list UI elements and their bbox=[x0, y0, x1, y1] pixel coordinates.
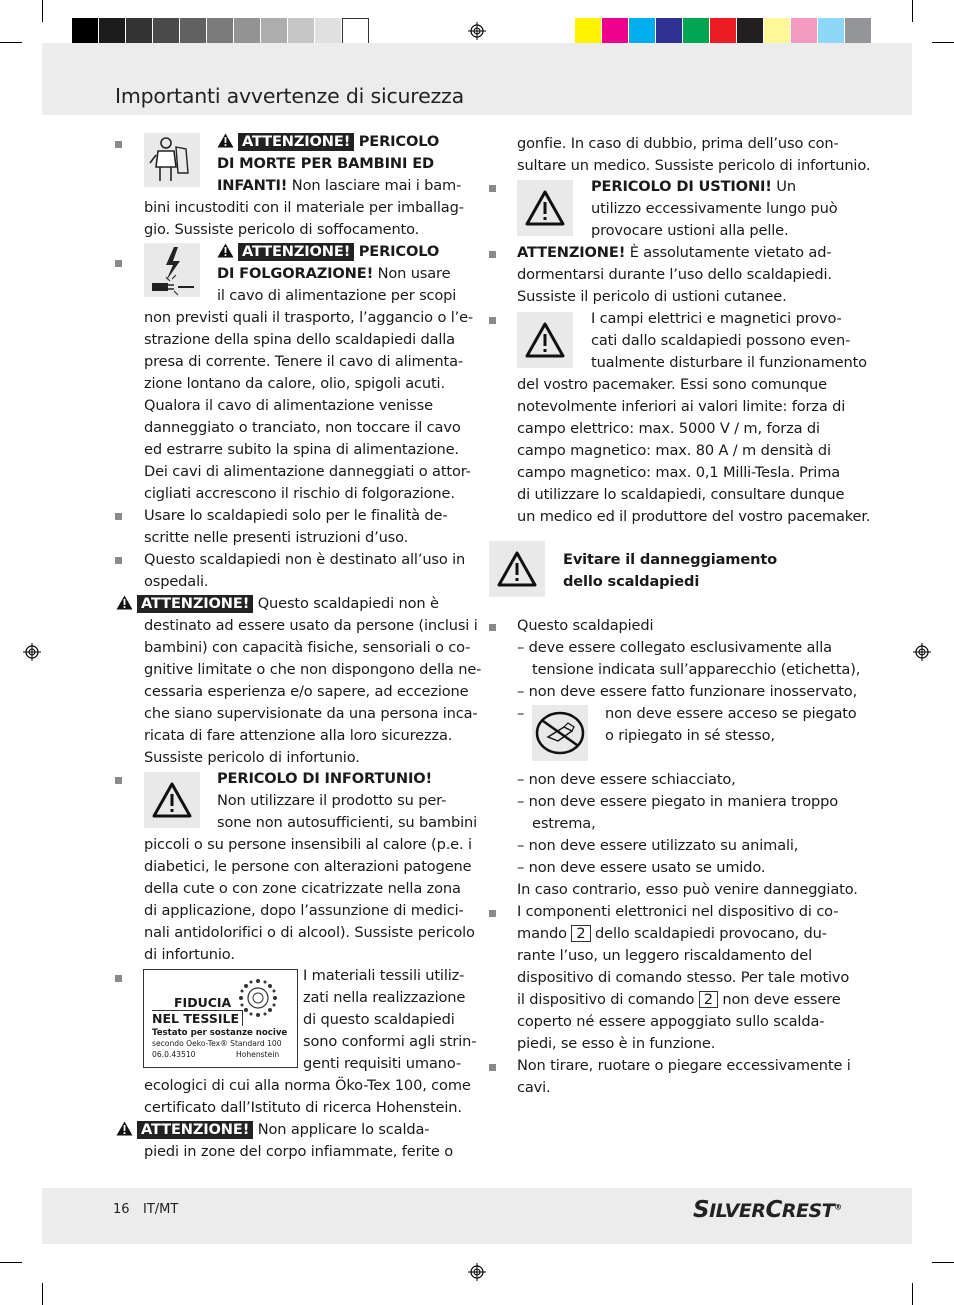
bullet-marker bbox=[489, 251, 496, 258]
no-folding-icon bbox=[532, 705, 588, 761]
color-swatch bbox=[629, 18, 656, 46]
text-line: dormentarsi durante l’uso dello scaldapiedi. bbox=[517, 266, 832, 283]
text-line: ATTENZIONE! PERICOLO bbox=[217, 241, 439, 263]
crop-mark bbox=[42, 0, 43, 22]
no-folding-pictogram bbox=[532, 705, 588, 761]
reference-number-box: 2 bbox=[699, 991, 718, 1008]
warning-triangle-icon bbox=[116, 595, 133, 610]
list-item: o ripiegato in sé stesso, bbox=[605, 727, 775, 744]
text-line: nali antidolorifici o di alcool). Sussiste pericolo bbox=[144, 924, 475, 941]
text-line: sone non autosufficienti, su bambini bbox=[217, 814, 477, 831]
text-line: ATTENZIONE! Questo scaldapiedi non è bbox=[116, 593, 439, 615]
text-line: Usare lo scaldapiedi solo per le finalità de- bbox=[144, 507, 448, 524]
color-swatch bbox=[845, 18, 872, 46]
electric-shock-pictogram bbox=[144, 243, 200, 297]
bullet-marker bbox=[489, 317, 496, 324]
bullet-marker bbox=[115, 141, 122, 148]
bullet-marker bbox=[115, 557, 122, 564]
text-line: ricata di fare attenzione alla loro sicurezza. bbox=[144, 727, 453, 744]
text-line: danneggiato o tranciato, non toccare il cavo bbox=[144, 419, 461, 436]
color-swatch bbox=[710, 18, 737, 46]
text-line: bambini) con capacità fisiche, sensoriali o co- bbox=[144, 639, 471, 656]
text-line: DI FOLGORAZIONE! Non usare bbox=[217, 265, 451, 282]
text-line: bini incustoditi con il materiale per imballag- bbox=[144, 199, 464, 216]
oeko-code: 06.0.43510 bbox=[152, 1050, 196, 1059]
text-line: un medico ed il produttore del vostro pacemaker. bbox=[517, 508, 871, 525]
warning-triangle-icon bbox=[517, 312, 573, 368]
text-line: sultare un medico. Sussiste pericolo di infortunio. bbox=[517, 157, 871, 174]
child-hazard-pictogram bbox=[144, 133, 200, 187]
grayscale-swatch bbox=[342, 18, 369, 46]
oeko-line-3: Testato per sostanze nocive bbox=[152, 1028, 288, 1038]
text-line: Dei cavi di alimentazione danneggiati o attor- bbox=[144, 463, 471, 480]
lightning-plug-icon bbox=[144, 243, 200, 297]
text-line: I componenti elettronici nel dispositivo di co- bbox=[517, 903, 839, 920]
crop-mark bbox=[932, 42, 954, 43]
grayscale-swatch bbox=[315, 18, 342, 46]
text-line: piedi in zone del corpo infiammate, ferite o bbox=[144, 1143, 454, 1160]
warning-triangle-icon bbox=[217, 243, 234, 258]
text-line: dispositivo di comando stesso. Per tale motivo bbox=[517, 969, 850, 986]
text-line: sono conformi agli strin- bbox=[303, 1033, 477, 1050]
list-item: non deve essere acceso se piegato bbox=[605, 705, 857, 722]
color-swatch bbox=[791, 18, 818, 46]
attenzione-badge: ATTENZIONE! bbox=[238, 243, 354, 261]
grayscale-swatch bbox=[99, 18, 126, 46]
text-line: ospedali. bbox=[144, 573, 209, 590]
list-item: – non deve essere usato se umido. bbox=[517, 859, 766, 876]
page-title: Importanti avvertenze di sicurezza bbox=[115, 84, 464, 108]
text-line: piedi, se esso è in funzione. bbox=[517, 1035, 716, 1052]
text-line: cigliati accrescono il rischio di folgorazione. bbox=[144, 485, 455, 502]
bullet-marker bbox=[489, 185, 496, 192]
text-line: di questo scaldapiedi bbox=[303, 1011, 455, 1028]
crop-mark bbox=[0, 42, 22, 43]
warning-triangle-icon bbox=[144, 772, 200, 828]
list-item: – non deve essere utilizzato su animali, bbox=[517, 837, 799, 854]
language-code: IT/MT bbox=[143, 1202, 179, 1217]
text-line: campo magnetico: max. 80 A / m densità di bbox=[517, 442, 831, 459]
section-warning-pictogram bbox=[489, 541, 545, 597]
reference-number-box: 2 bbox=[571, 925, 590, 942]
text-line: utilizzo eccessivamente lungo può bbox=[591, 200, 838, 217]
text-line: ecologici di cui alla norma Öko-Tex 100, come bbox=[144, 1077, 471, 1094]
warning-triangle-icon bbox=[489, 541, 545, 597]
crop-mark bbox=[932, 1262, 954, 1263]
grayscale-swatch bbox=[180, 18, 207, 46]
bullet-marker bbox=[115, 513, 122, 520]
text-line: del vostro pacemaker. Essi sono comunque bbox=[517, 376, 827, 393]
attenzione-badge: ATTENZIONE! bbox=[137, 595, 253, 613]
list-item: – non deve essere piegato in maniera troppo bbox=[517, 793, 839, 810]
warning-triangle-icon bbox=[116, 1121, 133, 1136]
color-swatch bbox=[656, 18, 683, 46]
list-item: – non deve essere fatto funzionare inosservato, bbox=[517, 683, 858, 700]
child-with-bag-icon bbox=[144, 133, 200, 187]
crop-mark bbox=[912, 0, 913, 22]
text-line: I campi elettrici e magnetici provo- bbox=[591, 310, 842, 327]
grayscale-swatch bbox=[126, 18, 153, 46]
list-item-dash: – bbox=[517, 705, 525, 722]
list-item: – deve essere collegato esclusivamente alla bbox=[517, 639, 832, 656]
text-line: di applicazione, dopo l’assunzione di medici- bbox=[144, 902, 464, 919]
oeko-line-4: secondo Oeko-Tex® Standard 100 bbox=[152, 1039, 282, 1048]
bullet-marker bbox=[115, 260, 122, 267]
color-calibration-strip bbox=[575, 18, 872, 46]
text-line: Questo scaldapiedi non è destinato all’uso in bbox=[144, 551, 466, 568]
registration-mark-icon bbox=[23, 643, 41, 661]
grayscale-swatch bbox=[207, 18, 234, 46]
text-line: zati nella realizzazione bbox=[303, 989, 466, 1006]
attenzione-badge: ATTENZIONE! bbox=[137, 1121, 253, 1139]
grayscale-calibration-strip bbox=[72, 18, 369, 46]
text-line: non previsti quali il trasporto, l’aggancio o l’e- bbox=[144, 309, 474, 326]
text-line: della cute o con zone cicatrizzate nella zona bbox=[144, 880, 461, 897]
text-line: INFANTI! Non lasciare mai i bam- bbox=[217, 177, 462, 194]
general-warning-pictogram bbox=[144, 772, 200, 828]
text-line: ATTENZIONE! Non applicare lo scalda- bbox=[116, 1119, 429, 1141]
text-line: genti requisiti umano- bbox=[303, 1055, 462, 1072]
warning-triangle-icon bbox=[217, 133, 234, 148]
bullet-marker bbox=[489, 1064, 496, 1071]
warning-triangle-icon bbox=[517, 180, 573, 236]
text-line: notevolmente inferiori ai valori limite: forza di bbox=[517, 398, 846, 415]
color-swatch bbox=[737, 18, 764, 46]
text-line: tualmente disturbare il funzionamento bbox=[591, 354, 867, 371]
text-line: zione lontano da calore, olio, spigoli acuti. bbox=[144, 375, 445, 392]
color-swatch bbox=[764, 18, 791, 46]
text-line: che siano supervisionate da una persona inca- bbox=[144, 705, 478, 722]
text-line: cessaria esperienza e/o sapere, ad eccezione bbox=[144, 683, 469, 700]
text-line: In caso contrario, esso può venire danneggiato. bbox=[517, 881, 858, 898]
text-line: ATTENZIONE! PERICOLO bbox=[217, 131, 439, 153]
grayscale-swatch bbox=[72, 18, 99, 46]
oeko-line-1: FIDUCIA bbox=[174, 995, 232, 1010]
text-line: I materiali tessili utiliz- bbox=[303, 967, 465, 984]
bullet-marker bbox=[489, 624, 496, 631]
text-line: PERICOLO DI USTIONI! Un bbox=[591, 178, 796, 195]
registration-mark-icon bbox=[913, 643, 931, 661]
text-line: coperto né essere appoggiato sullo scalda- bbox=[517, 1013, 825, 1030]
crop-mark bbox=[0, 1262, 22, 1263]
oeko-line-2: NEL TESSILE bbox=[152, 1010, 243, 1026]
text-line: il cavo di alimentazione per scopi bbox=[217, 287, 457, 304]
list-item: – non deve essere schiacciato, bbox=[517, 771, 736, 788]
crop-mark bbox=[912, 1283, 913, 1305]
text-line: campo magnetico: max. 0,1 Milli-Tesla. Prima bbox=[517, 464, 841, 481]
registration-mark-icon bbox=[468, 22, 486, 40]
text-line: campo elettrico: max. 5000 V / m, forza di bbox=[517, 420, 820, 437]
silvercrest-logo: SILVERCREST® bbox=[693, 1197, 842, 1223]
text-line: Sussiste il pericolo di ustioni cutanee. bbox=[517, 288, 787, 305]
section-heading: Evitare il danneggiamento bbox=[563, 551, 778, 568]
text-line: Questo scaldapiedi bbox=[517, 617, 654, 634]
section-heading: dello scaldapiedi bbox=[563, 573, 700, 590]
text-line: Non utilizzare il prodotto su per- bbox=[217, 792, 447, 809]
text-line: presa di corrente. Tenere il cavo di alimenta- bbox=[144, 353, 463, 370]
text-line: destinato ad essere usato da persone (inclusi i bbox=[144, 617, 478, 634]
text-line: gio. Sussiste pericolo di soffocamento. bbox=[144, 221, 420, 238]
text-line: DI MORTE PER BAMBINI ED bbox=[217, 155, 434, 172]
text-line: PERICOLO DI INFORTUNIO! bbox=[217, 770, 432, 787]
text-line: rante l’uso, un leggero riscaldamento del bbox=[517, 947, 812, 964]
text-line: certificato dall’Istituto di ricerca Hohenstein. bbox=[144, 1099, 462, 1116]
text-line: Non tirare, ruotare o piegare eccessivamente i bbox=[517, 1057, 851, 1074]
text-line: ed estrarre subito la spina di alimentazione. bbox=[144, 441, 459, 458]
bullet-marker bbox=[115, 975, 122, 982]
color-swatch bbox=[683, 18, 710, 46]
registration-mark-icon bbox=[468, 1263, 486, 1281]
text-line: piccoli o su persone insensibili al calore (p.e. i bbox=[144, 836, 472, 853]
text-line: cavi. bbox=[517, 1079, 551, 1096]
grayscale-swatch bbox=[288, 18, 315, 46]
grayscale-swatch bbox=[261, 18, 288, 46]
color-swatch bbox=[602, 18, 629, 46]
text-line: gnitive limitate o che non dispongono della ne- bbox=[144, 661, 482, 678]
list-item: estrema, bbox=[532, 815, 596, 832]
text-line: scritte nelle presenti istruzioni d’uso. bbox=[144, 529, 409, 546]
text-line: mando 2 dello scaldapiedi provocano, du- bbox=[517, 925, 827, 942]
grayscale-swatch bbox=[153, 18, 180, 46]
bullet-marker bbox=[489, 910, 496, 917]
text-line: di infortunio. bbox=[144, 946, 235, 963]
bullet-marker bbox=[115, 777, 122, 784]
general-warning-pictogram bbox=[517, 312, 573, 368]
page-number: 16 bbox=[113, 1202, 130, 1217]
text-line: gonfie. In caso di dubbio, prima dell’uso con- bbox=[517, 135, 839, 152]
text-line: provocare ustioni alla pelle. bbox=[591, 222, 789, 239]
color-swatch bbox=[575, 18, 602, 46]
text-line: strazione della spina dello scaldapiedi dalla bbox=[144, 331, 455, 348]
general-warning-pictogram bbox=[517, 180, 573, 236]
text-line: ATTENZIONE! È assolutamente vietato ad- bbox=[517, 244, 832, 261]
text-line: il dispositivo di comando 2 non deve essere bbox=[517, 991, 841, 1008]
color-swatch bbox=[818, 18, 845, 46]
list-item: tensione indicata sull’apparecchio (etichetta), bbox=[532, 661, 861, 678]
text-line: diabetici, le persone con alterazioni patogene bbox=[144, 858, 472, 875]
attenzione-badge: ATTENZIONE! bbox=[238, 133, 354, 151]
crop-mark bbox=[42, 1283, 43, 1305]
oeko-tex-label bbox=[143, 969, 298, 1068]
text-line: Qualora il cavo di alimentazione venisse bbox=[144, 397, 433, 414]
grayscale-swatch bbox=[234, 18, 261, 46]
text-line: di utilizzare lo scaldapiedi, consultare dunque bbox=[517, 486, 845, 503]
text-line: cati dallo scaldapiedi possono even- bbox=[591, 332, 851, 349]
text-line: Sussiste pericolo di infortunio. bbox=[144, 749, 360, 766]
oeko-institute: Hohenstein bbox=[236, 1050, 280, 1059]
